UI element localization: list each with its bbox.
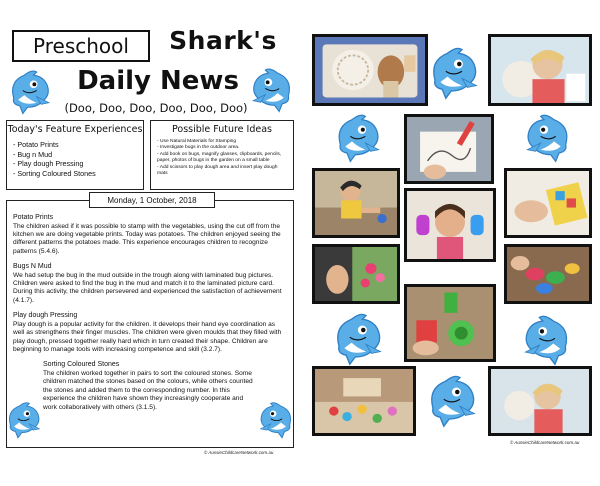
copyright-text: © AussieChildcareNetwork.com.au (510, 440, 580, 445)
class-tag (12, 30, 150, 62)
list-item: mats (157, 171, 168, 177)
list-item: - Add scissors to play dough area and insert play dough (157, 164, 278, 170)
list-item: - Investigate bugs in the outdoor area. (157, 145, 240, 151)
list-item: - Use Natural Materials for Stamping (157, 139, 237, 144)
photo-drawing-activity (404, 114, 494, 184)
dolphin-mascot-icon (330, 310, 384, 368)
date-label: Monday, 1 October, 2018 (89, 192, 215, 208)
photo-dough-moulds (404, 284, 496, 362)
subtitle: (Doo, Doo, Doo, Doo, Doo, Doo) (64, 101, 248, 115)
report-section (0, 361, 287, 412)
photo-child-crafting (488, 34, 592, 106)
section-title: Bugs N Mud (13, 263, 52, 271)
daily-report-body (6, 200, 294, 448)
newsletter-right-page (300, 0, 600, 486)
photo-colorful-craft (504, 168, 592, 238)
dolphin-mascot-icon (332, 110, 382, 166)
photo-bugs-in-mud (312, 168, 400, 238)
section-text: The children worked together in pairs to sort the coloured stones. Some children matched the stones based on the colours, while others counted the stones and added them to the corresponding number. In this experience the children have shown they increasingly cooperate and work collaboratively with others (3.1.5). (43, 369, 253, 411)
dolphin-mascot-icon (250, 64, 296, 116)
ideas-title: Possible Future Ideas (172, 124, 272, 135)
photo-sorting-stones (312, 366, 416, 436)
section-title: Potato Prints (13, 214, 54, 221)
dolphin-mascot-icon (524, 110, 574, 166)
dolphin-mascot-icon (258, 398, 296, 442)
photo-garden-flowers (312, 244, 400, 304)
photo-painted-hands (404, 188, 496, 262)
dolphin-mascot-icon (424, 372, 478, 430)
section-text: We had setup the bug in the mud outside in the trough along with laminated bug pictures. Children were asked to find the bug in the mud and match it to the laminated picture card. During this activity, the children persevered and experienced the satisfaction of achievement (4.1.7). (13, 271, 282, 304)
list-item: - Play dough Pressing (13, 159, 84, 168)
list-item: - Bug n Mud (13, 149, 53, 159)
section-text: The children asked if it was possible to stamp with the vegetables, using the cut off from the kitchen we are doing vegetable prints. Today was potatoes. The children enjoyed seeing the different patterns the potatoes made. This experience encourages children to recognize patterns (5.4.6). (13, 222, 281, 255)
feature-title: Today's Feature Experiences (7, 124, 143, 135)
copyright-text: © AussieChildcareNetwork.com.au (204, 450, 274, 455)
report-section (13, 214, 287, 256)
future-ideas-box (150, 120, 294, 190)
section-title: Play dough Pressing (13, 312, 78, 320)
ideas-list (151, 135, 293, 177)
list-item: - Sorting Coloured Stones (13, 168, 96, 178)
feature-experiences-box (6, 120, 144, 190)
list-item: paper, photos of bugs in the garden on a small table (157, 158, 270, 164)
photo-potato-prints (312, 34, 428, 106)
dolphin-mascot-icon (426, 44, 480, 102)
section-text: Play dough is a popular activity for the children. It develops their hand eye coordination as well as strengthens their finger muscles. The children were given moulds that they filled with play dough, pressed together really hard which in turn created their shape. Children are beginning to manage tools with increasing competence and skill (3.2.7). (13, 320, 282, 353)
dolphin-mascot-icon (4, 398, 42, 442)
list-item: - Potato Prints (13, 140, 59, 149)
photo-child-with-toy (488, 366, 592, 436)
title-line-1: Shark's (169, 26, 277, 55)
section-title: Sorting Coloured Stones (43, 361, 120, 369)
report-section (13, 263, 287, 305)
report-section (13, 312, 287, 354)
title-line-2: Daily News (77, 66, 239, 96)
photo-play-dough (504, 244, 592, 304)
list-item: - Add book on bugs, magnify glasses, clipboards, pencils, (157, 151, 282, 157)
class-tag-label: Preschool (33, 34, 129, 58)
dolphin-mascot-icon (6, 66, 52, 118)
dolphin-mascot-icon (522, 312, 574, 368)
feature-list (7, 135, 143, 178)
